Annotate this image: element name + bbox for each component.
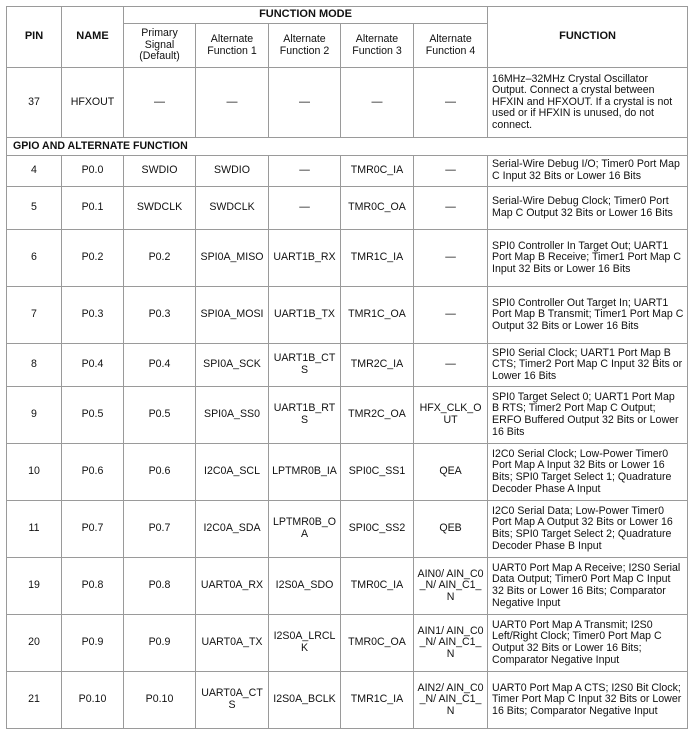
cell-pin: 8 [7, 344, 62, 387]
cell-primary: P0.2 [124, 230, 196, 287]
cell-name: P0.2 [62, 230, 124, 287]
cell-primary: P0.10 [124, 672, 196, 729]
header-primary-signal: Primary Signal (Default) [124, 24, 196, 68]
cell-function: SPI0 Controller In Target Out; UART1 Port Map B Receive; Timer1 Port Map C Input 32 Bits or Lower 16 Bits [488, 230, 688, 287]
cell-name: P0.1 [62, 187, 124, 230]
cell-alt4: — [414, 344, 488, 387]
cell-primary: P0.5 [124, 387, 196, 444]
table-row-hfxout [7, 68, 688, 138]
cell-primary: SWDCLK [124, 187, 196, 230]
header-function: FUNCTION [488, 7, 688, 68]
cell-alt3: TMR1C_IA [341, 672, 414, 729]
cell-alt1: SPI0A_SS0 [196, 387, 269, 444]
cell-primary: P0.6 [124, 444, 196, 501]
cell-pin: 5 [7, 187, 62, 230]
cell-alt3: — [341, 68, 414, 138]
cell-alt4: — [414, 287, 488, 344]
cell-pin: 20 [7, 615, 62, 672]
cell-alt2: — [269, 156, 341, 187]
cell-alt4: QEB [414, 501, 488, 558]
cell-name: P0.10 [62, 672, 124, 729]
cell-alt4: — [414, 156, 488, 187]
cell-pin: 6 [7, 230, 62, 287]
cell-primary: — [124, 68, 196, 138]
cell-alt3: TMR0C_IA [341, 558, 414, 615]
cell-alt4: HFX_CLK_OUT [414, 387, 488, 444]
cell-primary: P0.8 [124, 558, 196, 615]
cell-alt2: UART1B_RTS [269, 387, 341, 444]
table-row [7, 187, 688, 230]
table-row [7, 387, 688, 444]
cell-alt1: I2C0A_SCL [196, 444, 269, 501]
cell-name: P0.5 [62, 387, 124, 444]
cell-alt3: TMR0C_OA [341, 187, 414, 230]
cell-alt3: TMR0C_OA [341, 615, 414, 672]
table-row [7, 230, 688, 287]
cell-alt4: AIN0/ AIN_C0_N/ AIN_C1_N [414, 558, 488, 615]
cell-alt1: — [196, 68, 269, 138]
cell-function: UART0 Port Map A CTS; I2S0 Bit Clock; Timer Port Map C Input 32 Bits or Lower 16 Bits; Comparator Negative Input [488, 672, 688, 729]
cell-alt2: — [269, 187, 341, 230]
table-row [7, 156, 688, 187]
cell-alt3: TMR2C_IA [341, 344, 414, 387]
cell-primary: SWDIO [124, 156, 196, 187]
cell-alt3: TMR2C_OA [341, 387, 414, 444]
table-row [7, 672, 688, 729]
cell-function: 16MHz–32MHz Crystal Oscillator Output. Connect a crystal between HFXIN and HFXOUT. If a crystal is not used or if HFXIN is unused, do not connect. [488, 68, 688, 138]
cell-name: P0.3 [62, 287, 124, 344]
cell-name: P0.4 [62, 344, 124, 387]
cell-alt1: I2C0A_SDA [196, 501, 269, 558]
cell-pin: 4 [7, 156, 62, 187]
header-function-mode: FUNCTION MODE [124, 7, 488, 24]
cell-function: Serial-Wire Debug Clock; Timer0 Port Map C Output 32 Bits or Lower 16 Bits [488, 187, 688, 230]
cell-name: P0.8 [62, 558, 124, 615]
cell-name: P0.0 [62, 156, 124, 187]
cell-alt3: TMR1C_OA [341, 287, 414, 344]
pin-description-table [6, 6, 688, 729]
header-alt-function-3: Alternate Function 3 [341, 24, 414, 68]
cell-function: I2C0 Serial Clock; Low-Power Timer0 Port Map A Input 32 Bits or Lower 16 Bits; SPI0 Target Select 1; Quadrature Decoder Phase A Input [488, 444, 688, 501]
header-pin: PIN [7, 7, 62, 68]
cell-alt1: SPI0A_MOSI [196, 287, 269, 344]
cell-alt2: — [269, 68, 341, 138]
cell-name: HFXOUT [62, 68, 124, 138]
cell-alt2: LPTMR0B_OA [269, 501, 341, 558]
cell-alt2: I2S0A_BCLK [269, 672, 341, 729]
table-row [7, 444, 688, 501]
cell-pin: 37 [7, 68, 62, 138]
cell-pin: 19 [7, 558, 62, 615]
cell-alt4: QEA [414, 444, 488, 501]
cell-alt3: TMR1C_IA [341, 230, 414, 287]
cell-primary: P0.9 [124, 615, 196, 672]
cell-function: Serial-Wire Debug I/O; Timer0 Port Map C Input 32 Bits or Lower 16 Bits [488, 156, 688, 187]
section-row [7, 138, 688, 156]
cell-pin: 10 [7, 444, 62, 501]
cell-alt3: TMR0C_IA [341, 156, 414, 187]
cell-alt2: I2S0A_SDO [269, 558, 341, 615]
cell-function: SPI0 Controller Out Target In; UART1 Port Map B Transmit; Timer1 Port Map C Output 32 Bits or Lower 16 Bits [488, 287, 688, 344]
header-alt-function-2: Alternate Function 2 [269, 24, 341, 68]
cell-alt2: UART1B_CTS [269, 344, 341, 387]
cell-function: SPI0 Serial Clock; UART1 Port Map B CTS; Timer2 Port Map C Input 32 Bits or Lower 16 Bits [488, 344, 688, 387]
cell-alt1: UART0A_RX [196, 558, 269, 615]
cell-name: P0.7 [62, 501, 124, 558]
section-label: GPIO AND ALTERNATE FUNCTION [7, 138, 688, 156]
cell-primary: P0.4 [124, 344, 196, 387]
cell-function: UART0 Port Map A Receive; I2S0 Serial Data Output; Timer0 Port Map C Input 32 Bits or Lower 16 Bits; Comparator Negative Input [488, 558, 688, 615]
cell-alt3: SPI0C_SS2 [341, 501, 414, 558]
table-row [7, 287, 688, 344]
cell-alt1: SPI0A_MISO [196, 230, 269, 287]
table-row [7, 615, 688, 672]
cell-alt2: LPTMR0B_IA [269, 444, 341, 501]
cell-alt1: UART0A_TX [196, 615, 269, 672]
cell-name: P0.6 [62, 444, 124, 501]
cell-alt2: I2S0A_LRCLK [269, 615, 341, 672]
header-alt-function-1: Alternate Function 1 [196, 24, 269, 68]
cell-pin: 11 [7, 501, 62, 558]
header-name: NAME [62, 7, 124, 68]
cell-function: UART0 Port Map A Transmit; I2S0 Left/Right Clock; Timer0 Port Map C Output 32 Bits or Lower 16 Bits; Comparator Negative Input [488, 615, 688, 672]
cell-alt1: UART0A_CTS [196, 672, 269, 729]
cell-alt4: — [414, 187, 488, 230]
table-row [7, 344, 688, 387]
cell-pin: 9 [7, 387, 62, 444]
cell-primary: P0.3 [124, 287, 196, 344]
cell-function: I2C0 Serial Data; Low-Power Timer0 Port Map A Output 32 Bits or Lower 16 Bits; SPI0 Target Select 2; Quadrature Decoder Phase B Input [488, 501, 688, 558]
cell-pin: 21 [7, 672, 62, 729]
cell-alt4: — [414, 230, 488, 287]
cell-alt1: SPI0A_SCK [196, 344, 269, 387]
cell-alt4: AIN2/ AIN_C0_N/ AIN_C1_N [414, 672, 488, 729]
cell-alt4: AIN1/ AIN_C0_N/ AIN_C1_N [414, 615, 488, 672]
cell-pin: 7 [7, 287, 62, 344]
cell-alt2: UART1B_TX [269, 287, 341, 344]
cell-alt2: UART1B_RX [269, 230, 341, 287]
cell-function: SPI0 Target Select 0; UART1 Port Map B RTS; Timer2 Port Map C Output; ERFO Buffered Output 32 Bits or Lower 16 Bits [488, 387, 688, 444]
cell-alt1: SWDIO [196, 156, 269, 187]
cell-alt3: SPI0C_SS1 [341, 444, 414, 501]
table-row [7, 558, 688, 615]
table-row [7, 501, 688, 558]
cell-alt1: SWDCLK [196, 187, 269, 230]
cell-alt4: — [414, 68, 488, 138]
cell-name: P0.9 [62, 615, 124, 672]
cell-primary: P0.7 [124, 501, 196, 558]
header-alt-function-4: Alternate Function 4 [414, 24, 488, 68]
